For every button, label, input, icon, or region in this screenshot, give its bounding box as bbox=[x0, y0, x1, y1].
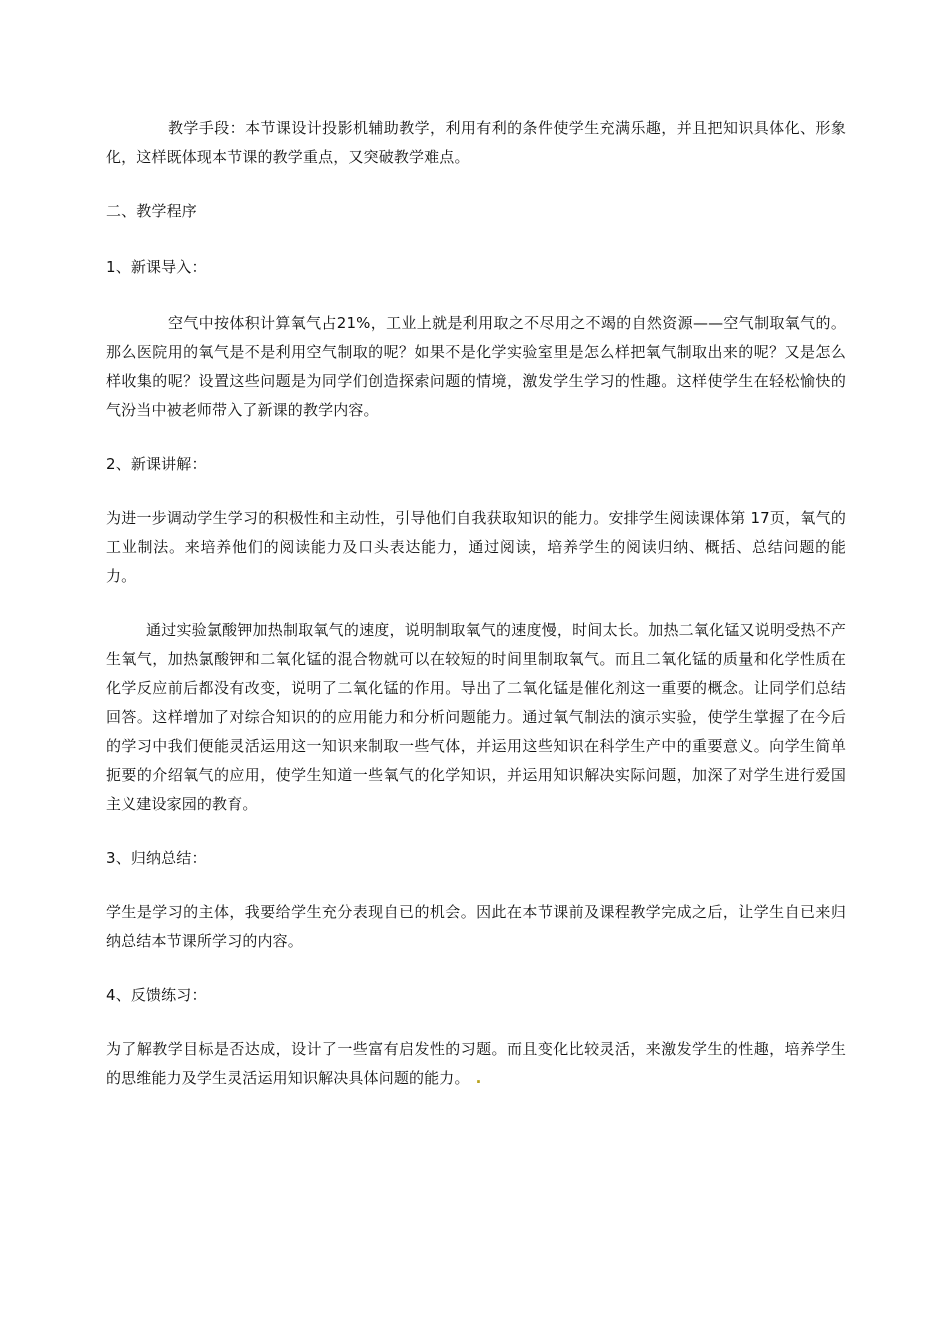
section-two-heading: 二、教学程序 bbox=[106, 202, 197, 220]
teaching-means-paragraph: 教学手段：本节课设计投影机辅助教学，利用有利的条件使学生充满乐趣，并且把知识具体化、形象化，这样既体现本节课的教学重点，又突破教学难点。 bbox=[106, 119, 846, 166]
intro-heading: 1、新课导入： bbox=[106, 258, 207, 276]
intro-paragraph: 空气中按体积计算氧气占21%，工业上就是利用取之不尽用之不竭的自然资源——空气制取氧气的。那么医院用的氧气是不是利用空气制取的呢？如果不是化学实验室里是怎么样把氧气制取出来的呢？又是怎么样收集的呢？设置这些问题是为同学们创造探索问题的情境，激发学生学习的性趣。这样使学生在轻松愉快的气汾当中被老师带入了新课的教学内容。 bbox=[106, 314, 846, 419]
practice-paragraph: 为了解教学目标是否达成，设计了一些富有启发性的习题。而且变化比较灵活，来激发学生的性趣，培养学生的思维能力及学生灵活运用知识解决具体问题的能力。 bbox=[106, 1040, 846, 1087]
summary-heading: 3、归纳总结： bbox=[106, 849, 207, 867]
lecture-paragraph-2: 通过实验氯酸钾加热制取氧气的速度，说明制取氧气的速度慢，时间太长。加热二氧化锰又说明受热不产生氧气，加热氯酸钾和二氧化锰的混合物就可以在较短的时间里制取氧气。而且二氧化锰的质量和化学性质在化学反应前后都没有改变，说明了二氧化锰的作用。导出了二氧化锰是催化剂这一重要的概念。让同学们总结回答。这样增加了对综合知识的的应用能力和分析问题能力。通过氧气制法的演示实验，使学生掌握了在今后的学习中我们便能灵活运用这一知识来制取一些气体，并运用这些知识在科学生产中的重要意义。向学生简单扼要的介绍氧气的应用，使学生知道一些氧气的化学知识，并运用知识解决实际问题，加深了对学生进行爱国主义建设家园的教育。 bbox=[106, 621, 846, 813]
summary-paragraph: 学生是学习的主体，我要给学生充分表现自已的机会。因此在本节课前及课程教学完成之后，让学生自已来归纳总结本节课所学习的内容。 bbox=[106, 903, 846, 950]
practice-paragraph-wrapper bbox=[106, 1035, 846, 1093]
document-body bbox=[106, 114, 846, 1093]
lecture-paragraph-1: 为进一步调动学生学习的积极性和主动性，引导他们自我获取知识的能力。安排学生阅读课体第 17页，氧气的工业制法。来培养他们的阅读能力及口头表达能力，通过阅读，培养学生的阅读归纳、概括、总结问题的能力。 bbox=[106, 509, 846, 585]
lecture-heading: 2、新课讲解： bbox=[106, 455, 207, 473]
practice-heading: 4、反馈练习： bbox=[106, 986, 207, 1004]
trailing-dot-mark: . bbox=[475, 1069, 482, 1087]
